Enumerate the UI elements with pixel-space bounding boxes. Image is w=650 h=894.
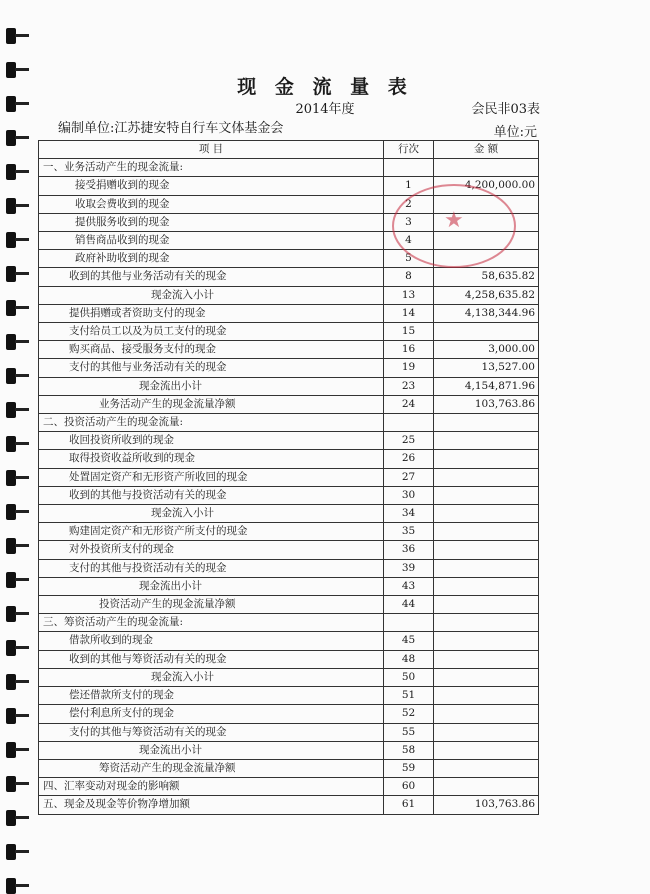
row-line: 1	[384, 177, 434, 195]
table-row	[39, 796, 539, 814]
row-amount	[434, 705, 539, 723]
row-line: 2	[384, 195, 434, 213]
row-line: 19	[384, 359, 434, 377]
row-amount	[434, 468, 539, 486]
row-item: 购买商品、接受服务支付的现金	[39, 341, 384, 359]
row-line: 36	[384, 541, 434, 559]
binding-hole-icon	[6, 368, 16, 384]
row-amount: 4,258,635.82	[434, 286, 539, 304]
table-row	[39, 687, 539, 705]
row-item: 购建固定资产和无形资产所支付的现金	[39, 523, 384, 541]
row-line: 25	[384, 432, 434, 450]
binding-hole-icon	[6, 776, 16, 792]
row-line: 8	[384, 268, 434, 286]
row-item: 支付的其他与投资活动有关的现金	[39, 559, 384, 577]
table-row	[39, 577, 539, 595]
row-amount: 103,763.86	[434, 796, 539, 814]
binding-hole-icon	[6, 742, 16, 758]
binding-hole-icon	[6, 572, 16, 588]
binding-hole-icon	[6, 130, 16, 146]
row-item: 一、业务活动产生的现金流量:	[39, 159, 384, 177]
binding-hole-icon	[6, 436, 16, 452]
row-line: 50	[384, 668, 434, 686]
row-item: 现金流出小计	[39, 741, 384, 759]
row-amount: 103,763.86	[434, 395, 539, 413]
table-row	[39, 705, 539, 723]
row-line: 51	[384, 687, 434, 705]
row-amount	[434, 723, 539, 741]
row-amount	[434, 668, 539, 686]
row-amount	[434, 687, 539, 705]
table-row	[39, 505, 539, 523]
row-amount: 4,138,344.96	[434, 304, 539, 322]
row-item: 收到的其他与投资活动有关的现金	[39, 486, 384, 504]
row-amount	[434, 450, 539, 468]
seal-star-icon: ★	[444, 208, 464, 233]
binding-hole-icon	[6, 708, 16, 724]
row-item: 收取会费收到的现金	[39, 195, 384, 213]
table-row	[39, 377, 539, 395]
official-seal	[392, 184, 516, 268]
row-item: 筹资活动产生的现金流量净额	[39, 759, 384, 777]
row-item: 现金流出小计	[39, 577, 384, 595]
row-line: 27	[384, 468, 434, 486]
row-line: 4	[384, 232, 434, 250]
row-line: 3	[384, 213, 434, 231]
row-item: 政府补助收到的现金	[39, 250, 384, 268]
table-header-row	[39, 141, 539, 159]
row-item: 业务活动产生的现金流量净额	[39, 395, 384, 413]
row-line: 26	[384, 450, 434, 468]
row-amount	[434, 614, 539, 632]
table-row	[39, 778, 539, 796]
table-row	[39, 541, 539, 559]
row-item: 取得投资收益所收到的现金	[39, 450, 384, 468]
row-item: 投资活动产生的现金流量净额	[39, 596, 384, 614]
row-amount: 4,154,871.96	[434, 377, 539, 395]
row-item: 现金流入小计	[39, 668, 384, 686]
row-line: 44	[384, 596, 434, 614]
row-line	[384, 159, 434, 177]
row-line: 58	[384, 741, 434, 759]
row-line: 5	[384, 250, 434, 268]
row-item: 对外投资所支付的现金	[39, 541, 384, 559]
page-title: 现 金 流 量 表	[237, 76, 413, 98]
row-item: 收到的其他与筹资活动有关的现金	[39, 650, 384, 668]
row-line: 39	[384, 559, 434, 577]
row-amount	[434, 505, 539, 523]
binding-hole-icon	[6, 232, 16, 248]
table-row	[39, 450, 539, 468]
row-amount: 13,527.00	[434, 359, 539, 377]
row-item: 现金流入小计	[39, 505, 384, 523]
binding-hole-icon	[6, 810, 16, 826]
binding-hole-icon	[6, 470, 16, 486]
row-line	[384, 414, 434, 432]
row-line: 55	[384, 723, 434, 741]
row-line: 23	[384, 377, 434, 395]
binding-hole-icon	[6, 300, 16, 316]
table-row	[39, 596, 539, 614]
report-year: 2014年度	[295, 102, 355, 117]
table-row	[39, 668, 539, 686]
row-line: 30	[384, 486, 434, 504]
row-item: 四、汇率变动对现金的影响额	[39, 778, 384, 796]
table-row	[39, 432, 539, 450]
row-line: 35	[384, 523, 434, 541]
row-item: 现金流入小计	[39, 286, 384, 304]
table-row	[39, 341, 539, 359]
row-item: 提供服务收到的现金	[39, 213, 384, 231]
row-item: 借款所收到的现金	[39, 632, 384, 650]
table-row	[39, 559, 539, 577]
table-row	[39, 414, 539, 432]
row-amount	[434, 596, 539, 614]
row-line: 15	[384, 323, 434, 341]
table-row	[39, 759, 539, 777]
row-line: 16	[384, 341, 434, 359]
row-item: 销售商品收到的现金	[39, 232, 384, 250]
row-amount: 4,200,000.00	[434, 177, 539, 195]
binding-hole-icon	[6, 844, 16, 860]
row-amount: 58,635.82	[434, 268, 539, 286]
binding-hole-icon	[6, 674, 16, 690]
header-line: 行次	[384, 141, 434, 159]
row-item: 处置固定资产和无形资产所收回的现金	[39, 468, 384, 486]
binding-hole-icon	[6, 878, 16, 894]
table-row	[39, 723, 539, 741]
binding-hole-icon	[6, 198, 16, 214]
row-line: 14	[384, 304, 434, 322]
row-item: 接受捐赠收到的现金	[39, 177, 384, 195]
binding-hole-icon	[6, 28, 16, 44]
row-item: 二、投资活动产生的现金流量:	[39, 414, 384, 432]
table-row	[39, 632, 539, 650]
table-row	[39, 159, 539, 177]
table-row	[39, 286, 539, 304]
table-row	[39, 395, 539, 413]
row-amount	[434, 541, 539, 559]
row-item: 支付给员工以及为员工支付的现金	[39, 323, 384, 341]
row-amount	[434, 759, 539, 777]
row-amount	[434, 650, 539, 668]
row-item: 收回投资所收到的现金	[39, 432, 384, 450]
row-amount	[434, 559, 539, 577]
currency-unit: 单位:元	[493, 125, 537, 140]
row-item: 五、现金及现金等价物净增加额	[39, 796, 384, 814]
binding-hole-icon	[6, 266, 16, 282]
row-line: 24	[384, 395, 434, 413]
row-item: 收到的其他与业务活动有关的现金	[39, 268, 384, 286]
row-line: 45	[384, 632, 434, 650]
row-line: 61	[384, 796, 434, 814]
row-amount	[434, 778, 539, 796]
row-amount	[434, 432, 539, 450]
row-amount	[434, 632, 539, 650]
table-row	[39, 323, 539, 341]
binding-hole-icon	[6, 504, 16, 520]
row-amount	[434, 577, 539, 595]
binding-hole-icon	[6, 402, 16, 418]
table-row	[39, 268, 539, 286]
row-amount	[434, 159, 539, 177]
row-item: 支付的其他与筹资活动有关的现金	[39, 723, 384, 741]
spiral-binding	[0, 0, 30, 894]
table-row	[39, 650, 539, 668]
row-amount	[434, 486, 539, 504]
binding-hole-icon	[6, 164, 16, 180]
binding-hole-icon	[6, 538, 16, 554]
row-item: 偿付利息所支付的现金	[39, 705, 384, 723]
row-item: 支付的其他与业务活动有关的现金	[39, 359, 384, 377]
reporting-entity: 编制单位:江苏捷安特自行车文体基金会	[58, 121, 284, 136]
row-item: 偿还借款所支付的现金	[39, 687, 384, 705]
row-amount	[434, 741, 539, 759]
table-row	[39, 468, 539, 486]
row-item: 三、筹资活动产生的现金流量:	[39, 614, 384, 632]
binding-hole-icon	[6, 606, 16, 622]
row-item: 提供捐赠或者资助支付的现金	[39, 304, 384, 322]
row-line: 34	[384, 505, 434, 523]
header-amount: 金 额	[434, 141, 539, 159]
table-row	[39, 523, 539, 541]
header-item: 项 目	[39, 141, 384, 159]
row-amount	[434, 414, 539, 432]
row-item: 现金流出小计	[39, 377, 384, 395]
table-row	[39, 304, 539, 322]
table-row	[39, 486, 539, 504]
row-line: 43	[384, 577, 434, 595]
row-line: 48	[384, 650, 434, 668]
row-line: 60	[384, 778, 434, 796]
table-row	[39, 359, 539, 377]
row-line: 59	[384, 759, 434, 777]
row-line: 13	[384, 286, 434, 304]
row-amount	[434, 523, 539, 541]
row-line	[384, 614, 434, 632]
row-amount	[434, 323, 539, 341]
table-row	[39, 741, 539, 759]
binding-hole-icon	[6, 640, 16, 656]
row-line: 52	[384, 705, 434, 723]
table-row	[39, 614, 539, 632]
form-number: 会民非03表	[471, 102, 540, 117]
row-amount: 3,000.00	[434, 341, 539, 359]
binding-hole-icon	[6, 334, 16, 350]
